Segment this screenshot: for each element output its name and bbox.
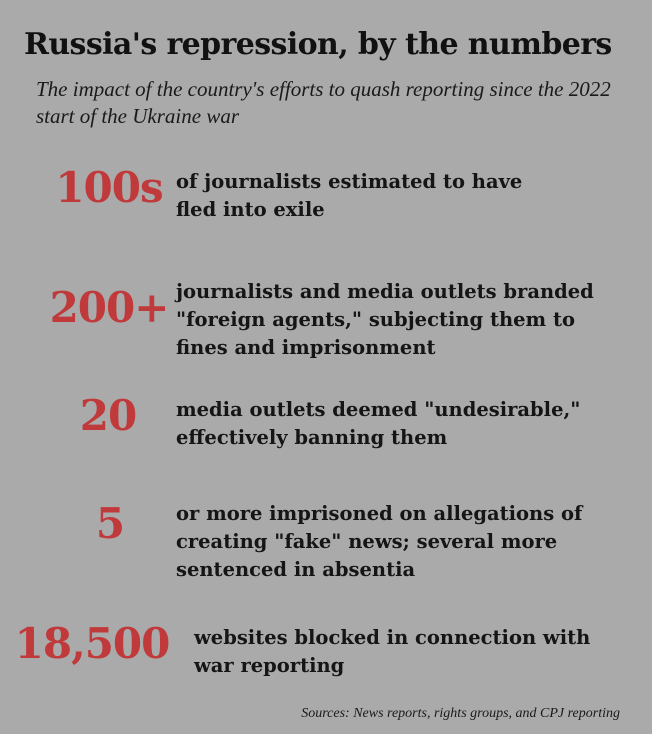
stat-description: websites blocked in connection with war reporting (194, 626, 591, 677)
stat-description: media outlets deemed "undesirable," effectively banning them (176, 398, 581, 449)
source-note: Sources: News reports, rights groups, and CPJ reporting (301, 706, 620, 721)
page-title: Russia's repression, by the numbers (24, 27, 612, 62)
stat-description: of journalists estimated to have fled into exile (176, 170, 523, 221)
page-subtitle: The impact of the country's efforts to quash reporting since the 2022 start of the Ukraine war (36, 77, 611, 128)
stat-description: or more imprisoned on allegations of creating "fake" news; several more sentenced in absentia (176, 502, 583, 581)
stat-description: journalists and media outlets branded "foreign agents," subjecting them to fines and imprisonment (176, 280, 594, 359)
stat-number: 100s (55, 163, 163, 212)
stat-number: 200+ (49, 283, 169, 332)
stat-number: 5 (95, 499, 125, 548)
stat-number: 18,500 (14, 619, 170, 668)
stat-number: 20 (79, 391, 137, 440)
